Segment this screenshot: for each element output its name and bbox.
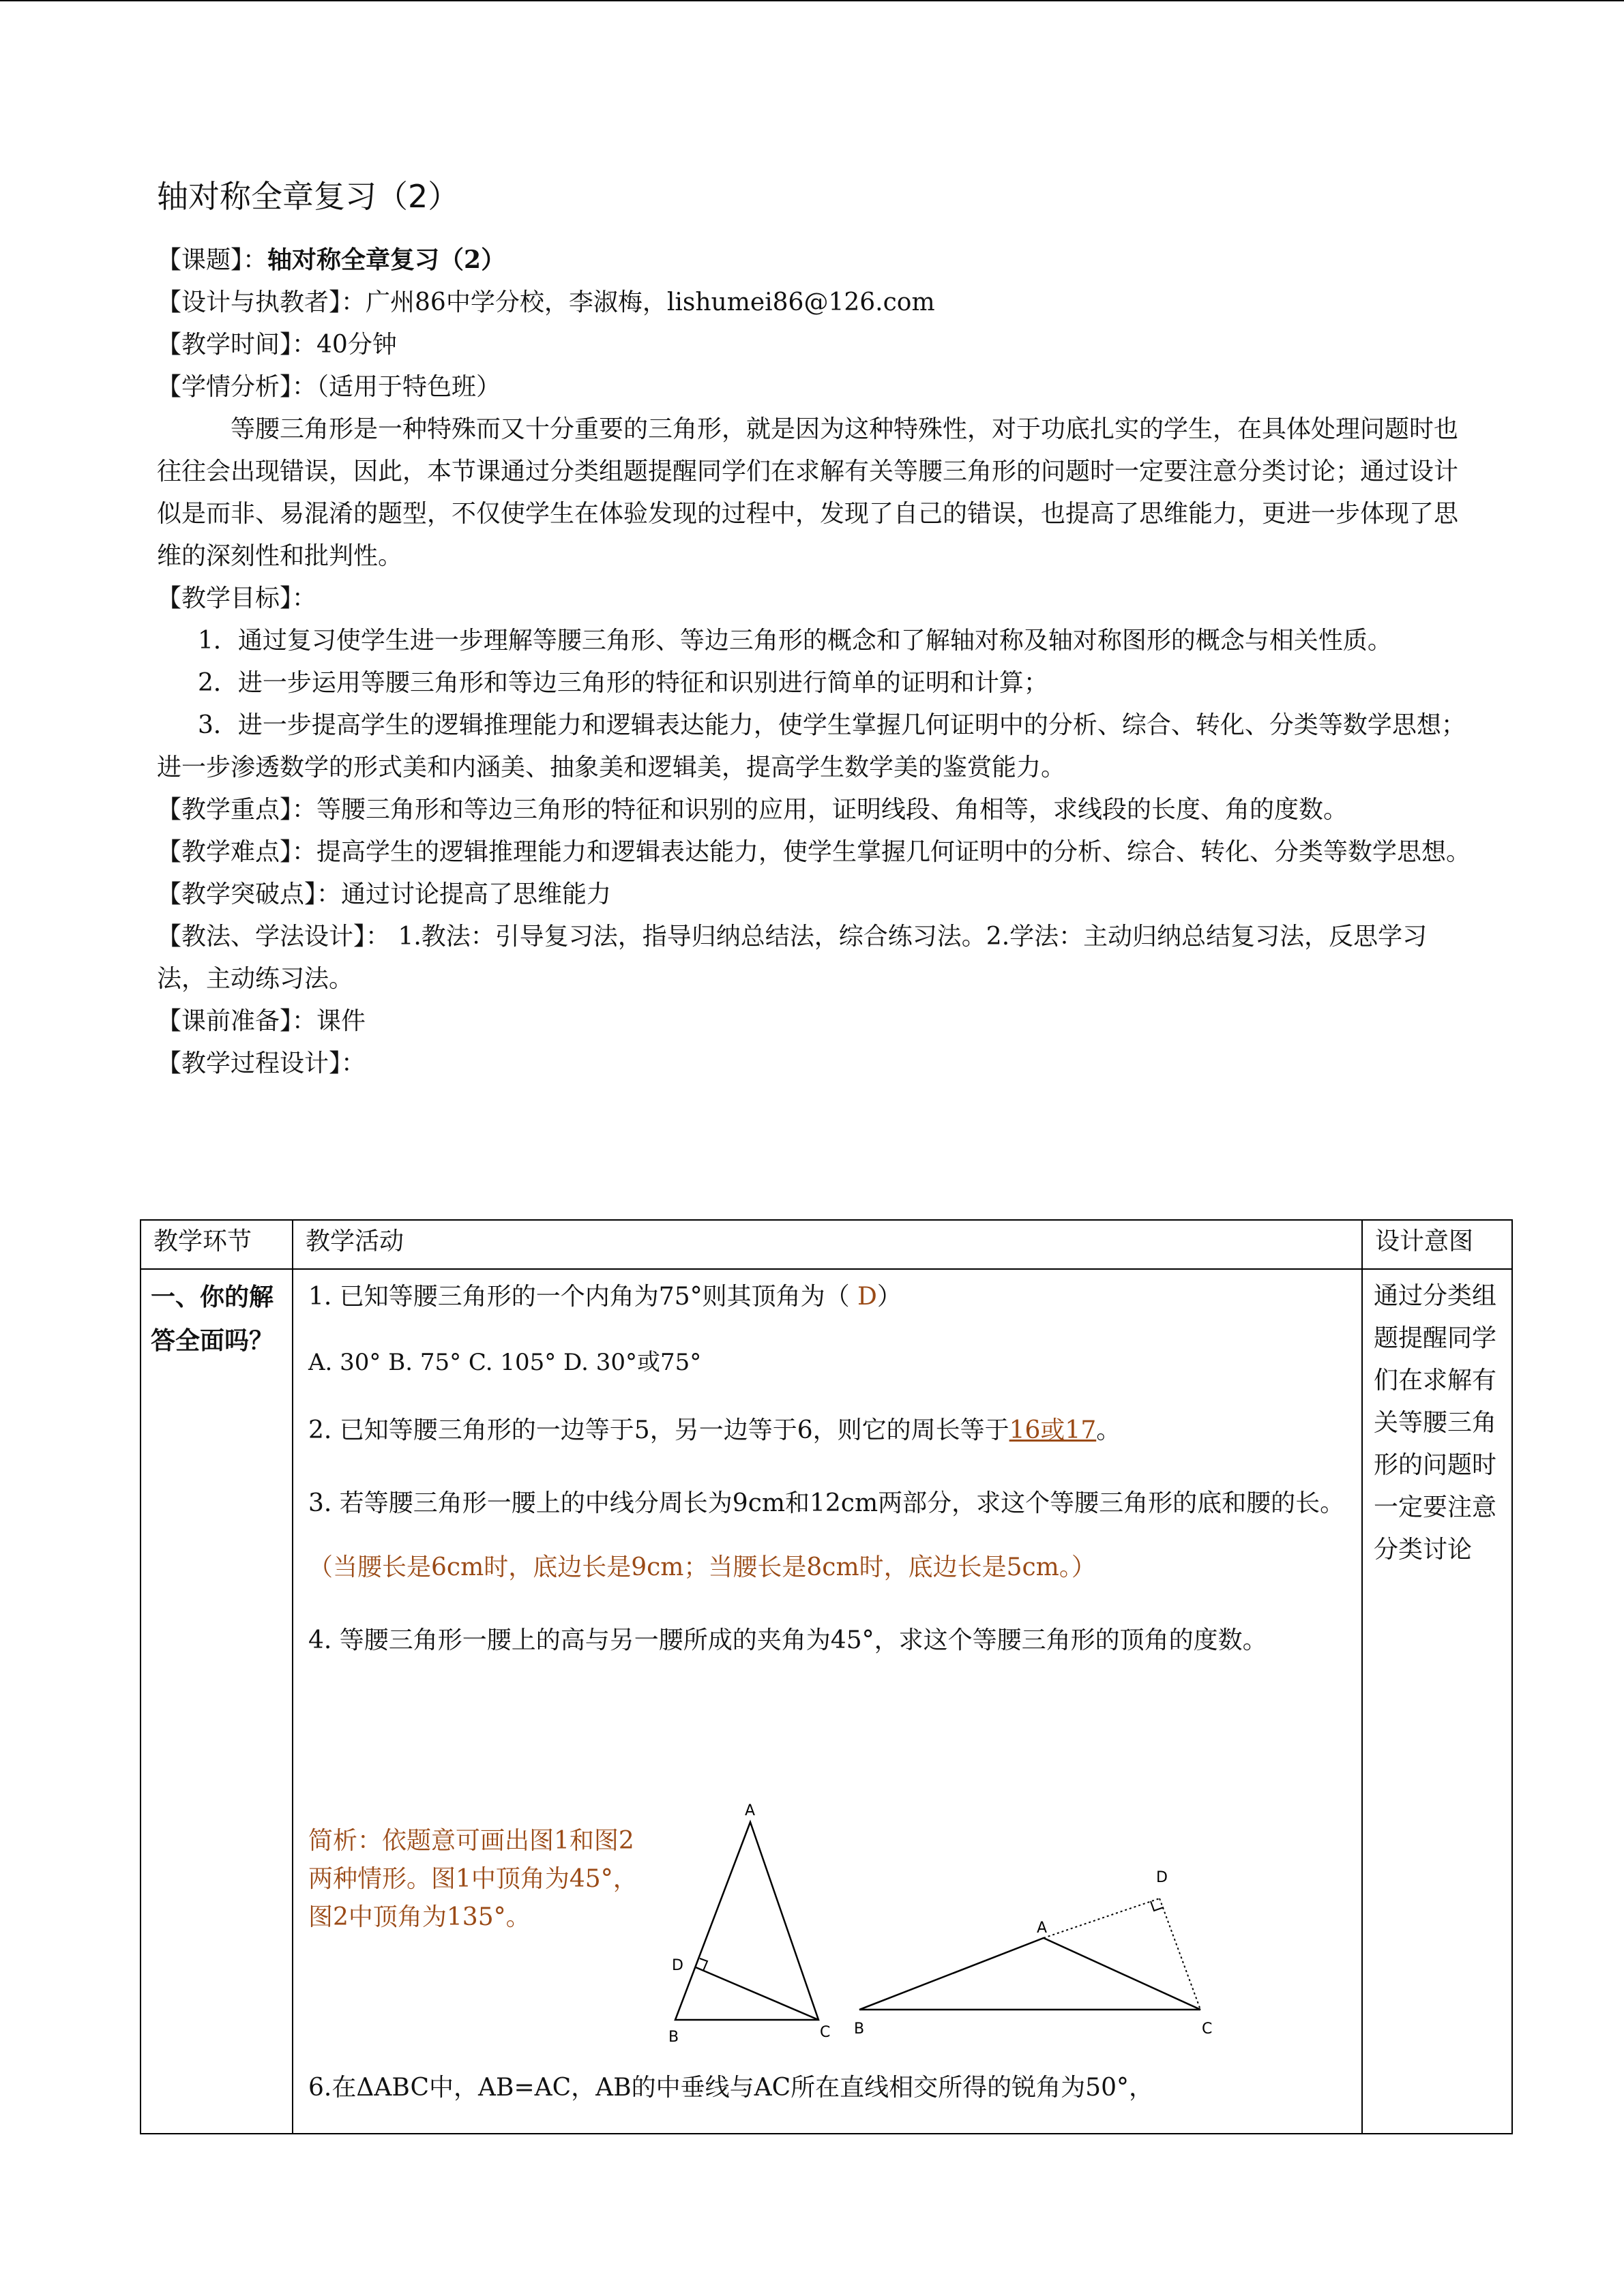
key-label: 【教学重点】： <box>157 796 317 824</box>
method-line <box>157 916 1473 1000</box>
question-3-text: 3. 若等腰三角形一腰上的中线分周长为9cm和12cm两部分，求这个等腰三角形的底和腰的长。 <box>308 1489 1345 1517</box>
intent-cell: 通过分类组题提醒同学们在求解有关等腰三角形的问题时一定要注意分类讨论 <box>1362 1269 1512 2134</box>
question-2-answer: 16或17 <box>1009 1416 1097 1444</box>
difficulty-label: 【教学难点】： <box>157 838 317 866</box>
breakthrough-label: 【教学突破点】： <box>157 880 342 908</box>
topic-value: 轴对称全章复习（2） <box>267 245 506 274</box>
goal-item-2: 2．进一步运用等腰三角形和等边三角形的特征和识别进行简单的证明和计算； <box>198 669 1048 697</box>
analysis-label: 【学情分析】： <box>157 373 317 401</box>
page-title: 轴对称全章复习（2） <box>157 178 460 215</box>
question-2-text: 2. 已知等腰三角形的一边等于5，另一边等于6，则它的周长等于 <box>308 1416 1009 1444</box>
goals-label: 【教学目标】： <box>157 584 317 612</box>
question-4-analysis: 简析：依题意可画出图1和图2两种情形。图1中顶角为45°，图2中顶角为135°。 <box>308 1827 638 1931</box>
question-3-answer: （当腰长是6cm时，底边长是9cm；当腰长是8cm时，底边长是5cm。） <box>308 1553 1096 1581</box>
question-2-end: 。 <box>1096 1416 1121 1444</box>
designer-value: 广州86中学分校，李淑梅，lishumei86@126.com <box>366 288 935 316</box>
table-header-row <box>141 1220 1512 1269</box>
process-table <box>140 1219 1513 2134</box>
figure-1-altitude <box>696 1967 818 2020</box>
difficulty-points <box>157 831 1473 874</box>
activity-cell <box>293 1269 1362 2134</box>
question-3 <box>308 1472 1346 1600</box>
header-intent: 设计意图 <box>1362 1220 1512 1269</box>
question-1-close: ） <box>876 1283 902 1311</box>
time-line <box>157 324 1473 366</box>
lesson-header-section <box>157 170 1473 1085</box>
question-2 <box>308 1410 1346 1451</box>
figure-1-label-c: C <box>820 2024 831 2041</box>
table-row <box>141 1269 1512 2134</box>
process-label: 【教学过程设计】： <box>157 1049 366 1077</box>
question-4: 4. 等腰三角形一腰上的高与另一腰所成的夹角为45°，求这个等腰三角形的顶角的度数。 <box>308 1626 1267 1654</box>
stage-cell: 一、你的解答全面吗？ <box>141 1269 293 2134</box>
time-value: 40分钟 <box>316 331 397 359</box>
designer-label: 【设计与执教者】： <box>157 288 366 316</box>
time-label: 【教学时间】： <box>157 331 317 359</box>
difficulty-value: 提高学生的逻辑推理能力和逻辑表达能力，使学生掌握几何证明中的分析、综合、转化、分类等数学思想。 <box>316 838 1471 866</box>
method-value: 1.教法：引导复习法，指导归纳总结法，综合练习法。2.学法：主动归纳总结复习法，反思学习法，主动练习法。 <box>157 923 1428 993</box>
page-top-border <box>0 0 1624 1</box>
figure-2-label-a: A <box>1037 1920 1048 1937</box>
triangle-figures <box>634 1802 1316 2067</box>
question-1-text: 1. 已知等腰三角形的一个内角为75°则其顶角为（ <box>308 1283 850 1311</box>
figure-2-triangle <box>859 1938 1200 2010</box>
breakthrough-line <box>157 874 1473 916</box>
figure-2-right-angle <box>1151 1901 1164 1911</box>
header-activity: 教学活动 <box>293 1220 1362 1269</box>
figure-2-extension <box>1044 1898 1160 1938</box>
breakthrough-value: 通过讨论提高了思维能力 <box>341 880 612 908</box>
figure-1-label-b: B <box>668 2029 679 2046</box>
figure-2-label-d: D <box>1156 1869 1168 1886</box>
key-points <box>157 789 1473 831</box>
figure-1-triangle <box>675 1822 818 2020</box>
analysis-line <box>157 366 1473 408</box>
figure-2-label-c: C <box>1202 2021 1213 2038</box>
figures-svg <box>634 1802 1316 2061</box>
figure-2 <box>854 1869 1212 2038</box>
question-1 <box>308 1277 1346 1317</box>
figure-2-label-b: B <box>854 2021 865 2038</box>
key-value: 等腰三角形和等边三角形的特征和识别的应用，证明线段、角相等，求线段的长度、角的度数。 <box>316 796 1348 824</box>
prep-label: 【课前准备】： <box>157 1007 317 1035</box>
figure-1-label-a: A <box>745 1802 756 1819</box>
figure-1 <box>668 1802 830 2046</box>
question-6: 6.在ΔABC中，AB=AC，AB的中垂线与AC所在直线相交所得的锐角为50°， <box>308 2074 1153 2102</box>
header-stage: 教学环节 <box>141 1220 293 1269</box>
goal-item-3: 3．进一步提高学生的逻辑推理能力和逻辑表达能力，使学生掌握几何证明中的分析、综合、转化、分类等数学思想；进一步渗透数学的形式美和内涵美、抽象美和逻辑美，提高学生数学美的鉴赏能力。 <box>157 711 1466 781</box>
topic-line <box>157 239 1473 282</box>
figure-1-label-d: D <box>672 1957 683 1974</box>
question-1-answer: D <box>849 1283 877 1311</box>
prep-line <box>157 1000 1473 1043</box>
method-label: 【教法、学法设计】： <box>157 923 391 951</box>
topic-label: 【课题】： <box>157 246 268 274</box>
prep-value: 课件 <box>316 1007 366 1035</box>
analysis-note: （适用于特色班） <box>316 373 501 401</box>
question-1-options: A. 30° B. 75° C. 105° D. 30°或75° <box>308 1349 702 1376</box>
goal-item-1: 1．通过复习使学生进一步理解等腰三角形、等边三角形的概念和了解轴对称及轴对称图形的概念与相关性质。 <box>198 627 1392 655</box>
analysis-paragraph: 等腰三角形是一种特殊而又十分重要的三角形，就是因为这种特殊性，对于功底扎实的学生，在具体处理问题时也往往会出现错误，因此，本节课通过分类组题提醒同学们在求解有关等腰三角形的问题时一定要注意分类讨论；通过设计似是而非、易混淆的题型，不仅使学生在体验发现的过程中，发现了自己的错误，也提高了思维能力，更进一步体现了思维的深刻性和批判性。 <box>157 415 1459 570</box>
designer-line <box>157 282 1473 324</box>
